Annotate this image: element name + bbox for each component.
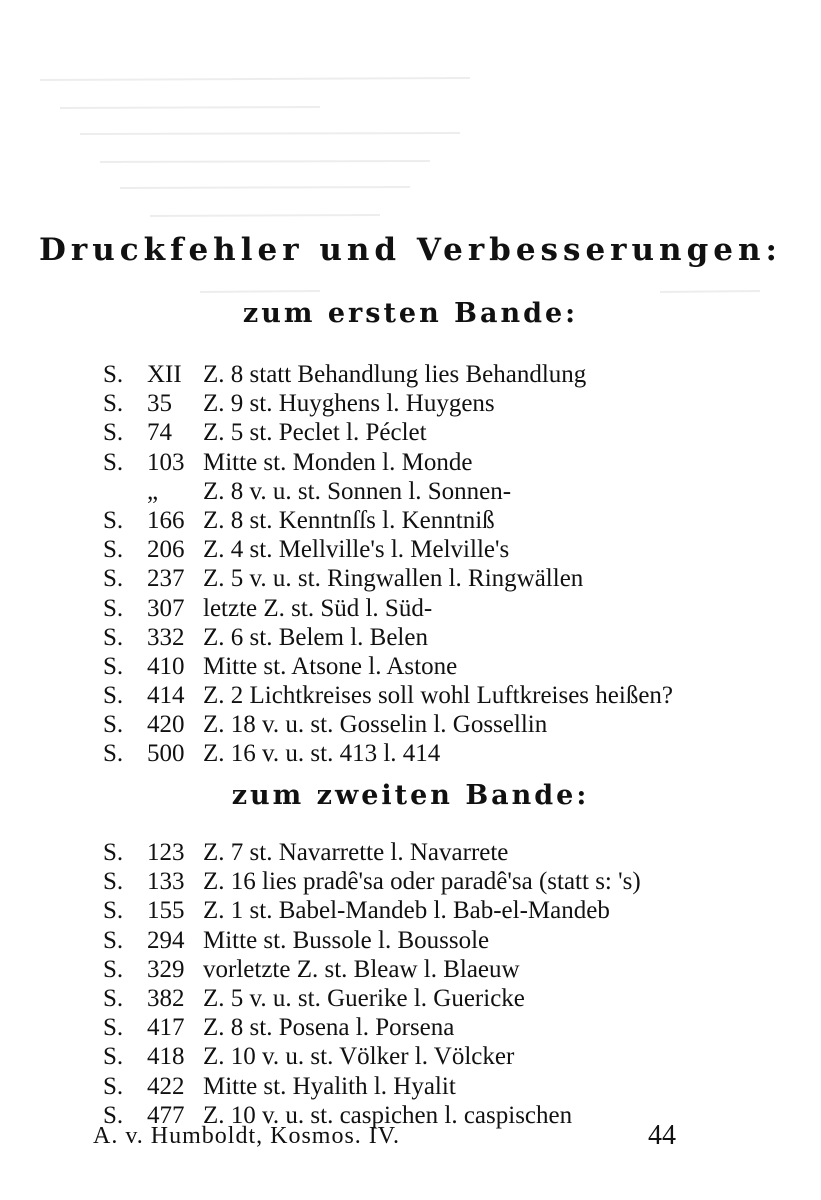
page-prefix: S. (103, 711, 124, 739)
bleed-through-lines (0, 60, 821, 320)
page-prefix: S. (103, 1014, 124, 1042)
page-ref: 414 (147, 682, 185, 710)
page-ref: 74 (147, 419, 172, 447)
page-prefix: S. (103, 839, 124, 866)
page-ref: 103 (147, 448, 185, 476)
errata-list-first-volume (103, 360, 673, 769)
bleed-through-texture (0, 60, 821, 325)
page-ref: 410 (147, 652, 185, 680)
page-ref: 420 (147, 711, 185, 739)
correction-text: Z. 5 v. u. st. Ringwallen l. Ringwällen (203, 565, 584, 593)
correction-text: Z. 8 statt Behandlung lies Behandlung (203, 361, 587, 388)
page-ref: 477 (147, 1101, 185, 1129)
errata-entry (103, 564, 673, 593)
correction-text: Z. 8 v. u. st. Sonnen l. Sonnen- (203, 477, 512, 505)
errata-entry (103, 739, 673, 768)
errata-entry (103, 506, 673, 535)
page-ref: „ (147, 477, 159, 505)
errata-entry (103, 477, 673, 506)
page-prefix: S. (103, 897, 124, 925)
page-ref: 155 (147, 897, 185, 925)
page-prefix: S. (103, 448, 124, 476)
correction-text: Z. 16 v. u. st. 413 l. 414 (203, 740, 441, 768)
page-ref: 307 (147, 594, 185, 622)
page-prefix: S. (103, 926, 124, 954)
correction-text: Z. 5 v. u. st. Guerike l. Guericke (203, 984, 525, 1012)
correction-text: Z. 7 st. Navarrette l. Navarrete (203, 839, 509, 866)
page-ref: 166 (147, 506, 185, 534)
correction-text: Mitte st. Atsone l. Astone (203, 652, 458, 680)
page-ref: XII (147, 361, 182, 388)
page-ref: 418 (147, 1043, 185, 1071)
errata-entry (103, 838, 641, 867)
page-prefix: S. (103, 506, 124, 534)
page-ref: 332 (147, 623, 185, 651)
page-ref: 329 (147, 955, 185, 983)
errata-entry (103, 681, 673, 710)
errata-entry (103, 984, 641, 1013)
errata-entry (103, 389, 673, 418)
correction-text: Z. 9 st. Huyghens l. Huygens (203, 390, 495, 418)
errata-entry (103, 710, 673, 739)
footer-signature: A. v. Humboldt, Kosmos. IV. (93, 1123, 401, 1149)
page-prefix: S. (103, 1043, 124, 1071)
page-prefix: S. (103, 652, 124, 680)
page-ref: 294 (147, 926, 185, 954)
page-prefix: S. (103, 594, 124, 622)
correction-text: Mitte st. Hyalith l. Hyalit (203, 1072, 456, 1100)
correction-text: vorletzte Z. st. Bleaw l. Blaeuw (203, 955, 520, 983)
errata-entry (103, 652, 673, 681)
correction-text: Z. 10 v. u. st. caspichen l. caspischen (203, 1101, 573, 1129)
page-ref: 422 (147, 1072, 185, 1100)
correction-text: Z. 2 Lichtkreises soll wohl Luftkreises heißen? (203, 682, 674, 710)
page-ref: 382 (147, 984, 185, 1012)
errata-entry (103, 1042, 641, 1071)
page-prefix: S. (103, 565, 124, 593)
page-ref: 417 (147, 1014, 185, 1042)
page-ref: 123 (147, 839, 185, 866)
page-prefix: S. (103, 1072, 124, 1100)
correction-text: Z. 8 st. Posena l. Porsena (203, 1014, 455, 1042)
page-title: Druckfehler und Verbesserungen: (39, 232, 782, 268)
page-prefix: S. (103, 955, 124, 983)
correction-text: letzte Z. st. Süd l. Süd- (203, 594, 433, 622)
page-prefix: S. (103, 868, 124, 896)
errata-entry (103, 955, 641, 984)
correction-text: Z. 16 lies pradê'sa oder paradê'sa (statt s: 's) (203, 868, 641, 896)
page-ref: 500 (147, 740, 185, 768)
section-heading-first-volume: zum ersten Bande: (242, 298, 579, 329)
page-prefix: S. (103, 390, 124, 418)
page-prefix: S. (103, 361, 124, 388)
errata-entry (103, 896, 641, 925)
page-prefix: S. (103, 984, 124, 1012)
page-prefix: S. (103, 623, 124, 651)
page-ref: 206 (147, 536, 185, 564)
page-prefix: S. (103, 740, 124, 768)
errata-entry (103, 594, 673, 623)
errata-entry (103, 360, 673, 389)
page-ref: 133 (147, 868, 185, 896)
errata-entry (103, 535, 673, 564)
errata-entry (103, 418, 673, 447)
page-ref: 35 (147, 390, 172, 418)
page-prefix: S. (103, 682, 124, 710)
errata-entry (103, 867, 641, 896)
page-prefix: S. (103, 1101, 124, 1129)
page-prefix: S. (103, 419, 124, 447)
section-heading-second-volume: zum zweiten Bande: (231, 780, 590, 811)
errata-entry (103, 926, 641, 955)
correction-text: Z. 8 st. Kenntnſſs l. Kenntniß (203, 506, 495, 534)
page-ref: 237 (147, 565, 185, 593)
errata-entry (103, 1072, 641, 1101)
page-number: 44 (648, 1120, 676, 1151)
correction-text: Z. 18 v. u. st. Gosselin l. Gossellin (203, 711, 548, 739)
page-prefix: S. (103, 536, 124, 564)
errata-entry (103, 448, 673, 477)
correction-text: Z. 5 st. Peclet l. Péclet (203, 419, 427, 447)
correction-text: Z. 6 st. Belem l. Belen (203, 623, 428, 651)
correction-text: Z. 1 st. Babel-Mandeb l. Bab-el-Mandeb (203, 897, 610, 925)
correction-text: Z. 4 st. Mellville's l. Melville's (203, 536, 510, 564)
correction-text: Z. 10 v. u. st. Völker l. Völcker (203, 1043, 515, 1071)
correction-text: Mitte st. Bussole l. Boussole (203, 926, 490, 954)
correction-text: Mitte st. Monden l. Monde (203, 448, 473, 476)
errata-entry (103, 1013, 641, 1042)
errata-list-second-volume (103, 838, 641, 1130)
errata-entry (103, 623, 673, 652)
